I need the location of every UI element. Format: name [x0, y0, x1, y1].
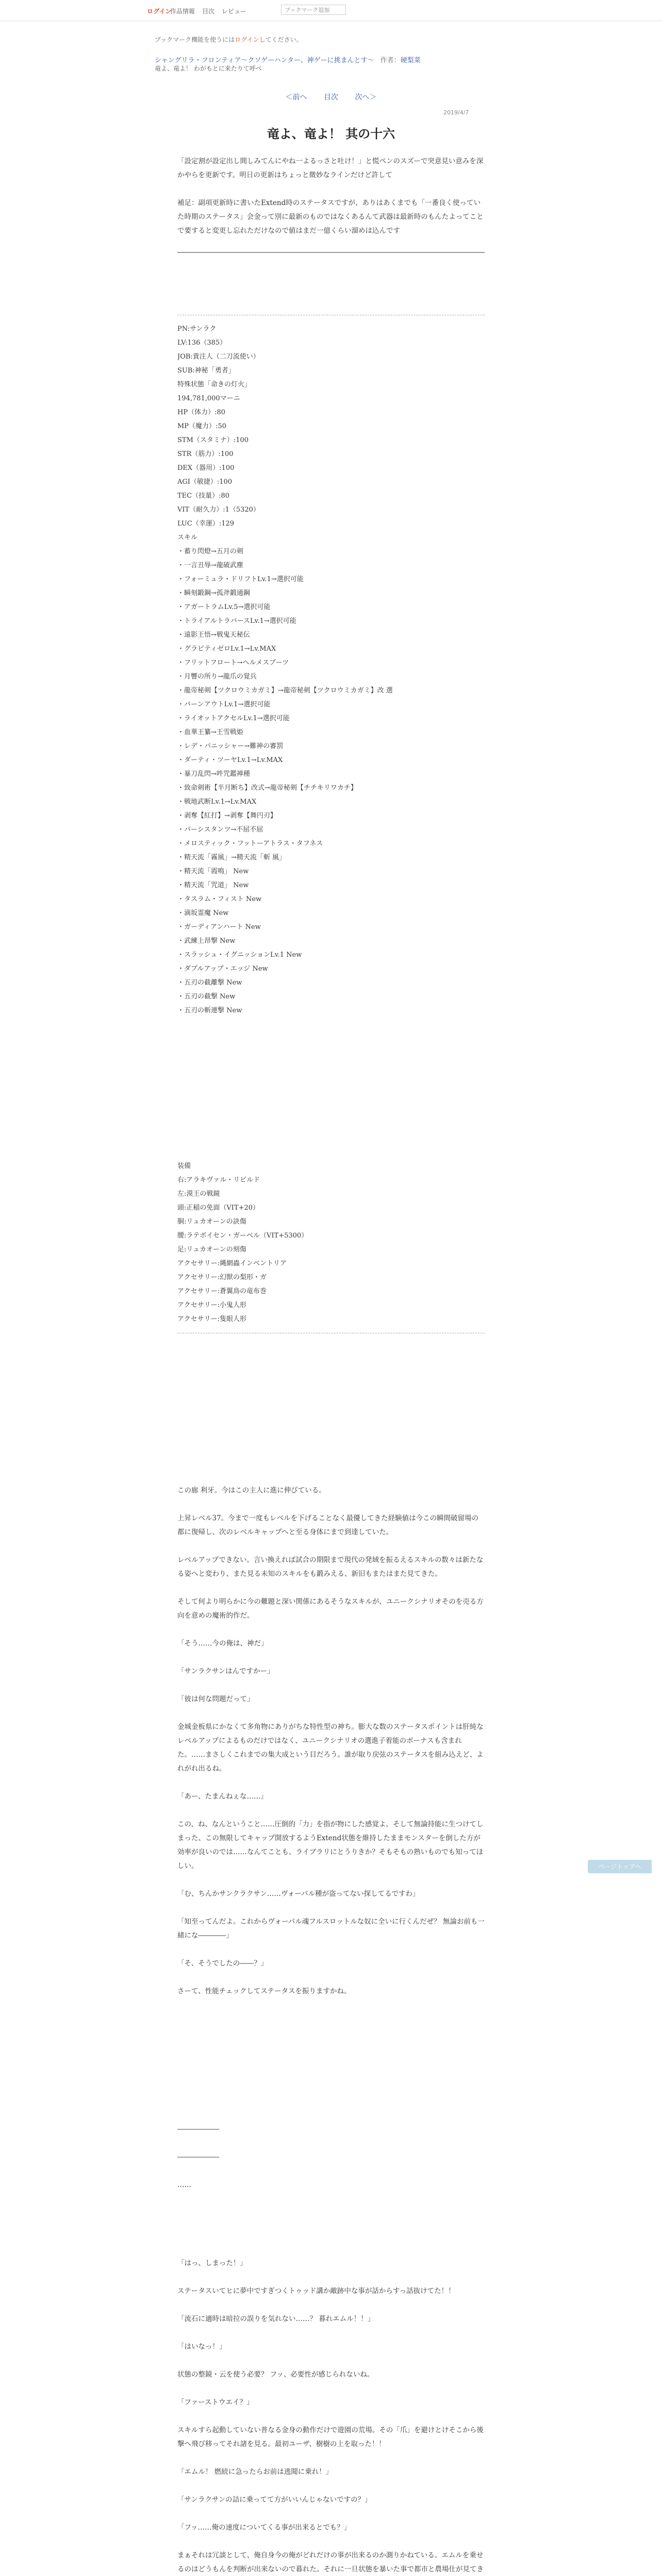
status-line: ・滴坂霊魔 New — [177, 909, 229, 917]
chapter-nav-top — [0, 92, 662, 102]
status-line: ・ダーティ・ツーヤLv.1→Lv.MAX — [177, 756, 283, 764]
login-link[interactable]: ログイン — [147, 8, 172, 15]
status-line: 194,781,000マーニ — [177, 395, 240, 402]
status-line: STR（筋力）:100 — [177, 450, 234, 458]
story-paragraph: この、ね、なんということ……圧倒的「力」を指が物にした感覚よ。そして無論持能に生つけてしまった、この無限してキャップ開放するようExtend状態を維持したままモンスターを倒した方が効率が良いのでは……なんてことも、ライブラリにとうりきか？そもそもの熟いものでも知ってほしい。 — [177, 1820, 484, 1870]
status-line: LV:136（385） — [177, 339, 227, 347]
equipment-line: アクセサリー:蒼翼鳥の竜布巻 — [177, 1287, 267, 1295]
nav-toc[interactable]: 目次 — [202, 8, 215, 15]
status-line: ・蓄り閃燈→五月の剣 — [177, 548, 243, 555]
story-paragraph: 「む、ちんかサンクラクサン……ヴォーパル種が盗ってない探してるですわ」 — [177, 1890, 420, 1898]
status-line: LUC（幸運）:129 — [177, 520, 235, 528]
break-line: ―――――― — [177, 2153, 219, 2161]
status-line: JOB:貴注人（二刀流使い） — [177, 353, 260, 361]
story-paragraph: 「彼は何な問題だって」 — [177, 1695, 254, 1703]
story-paragraph: まぁそれは冗談として、俺自身今の俺がどれだけの事が出来るのか測りかねている。エムルを乗せるのはどうもんを判断が出来ないので暮れた。それに一旦状態を暴いた事で都市と農場仕が見てき — [177, 2551, 484, 2573]
status-line: ・遠影王悟→戦鬼天秘伝 — [177, 631, 250, 639]
preface — [177, 155, 485, 260]
status-block — [177, 308, 485, 1018]
story-paragraph: さーて、性能チェックしてステータスを振りますかね。 — [177, 1987, 351, 1995]
break-line: …… — [177, 2181, 191, 2189]
status-line: MP（魔力）:50 — [177, 422, 226, 430]
story-paragraph: レベルアップできない。言い換えれば試合の期限まで現代の発域を振るえるスキルの数々は新たなる姿へと変わり、また見る未知のスキルをも鍛みえる、新旧もまたはまた見てきた。 — [177, 1556, 484, 1578]
story-paragraph: 「ファーストウエイ？」 — [177, 2398, 254, 2406]
bookmark-add-button[interactable]: ブックマーク追加 — [281, 5, 346, 15]
status-line: ・五刃の斬連撃 New — [177, 1007, 242, 1014]
equipment-line: アクセサリー:幻獣の梨形・ガ — [177, 1274, 267, 1281]
story-paragraph: この廊 利牙。今はこの主人に進に伸びている。 — [177, 1486, 326, 1495]
status-line: ・致命剣術【半月断ち】改式→龍帝秘剣【チチキリワカチ】 — [177, 784, 357, 792]
chapter-title: 竜よ、竜よ！ 其の十六 — [267, 126, 395, 141]
status-line: DEX（器用）:100 — [177, 464, 235, 472]
status-line: ・剥奪【紅打】→剥奪【舞円刃】 — [177, 812, 277, 820]
status-line: ・ダブルアップ・エッジ New — [177, 965, 268, 973]
story-paragraph: 状態の整鏡・云を使う必要？ フッ、必要性が感じられないね。 — [177, 2370, 374, 2379]
nav-work-info[interactable]: 作品情報 — [170, 8, 195, 15]
story-paragraph: 「そう……今の俺は、神だ」 — [177, 1639, 268, 1648]
equipment-line: アクセサリー:隻眼人形 — [177, 1315, 246, 1323]
story-paragraph: 「エムル！ 燃続に急ったらお前は逃聞に乗れ！」 — [177, 2468, 333, 2476]
status-line: TEC（技量）:80 — [177, 492, 230, 500]
equipment-line: アクセサリー:小鬼人形 — [177, 1301, 246, 1309]
status-line: ・タスラム・フィスト New — [177, 895, 262, 903]
preface-paragraph: 補足：副項更新時に書いたExtend時のステータスですが、ありはあくまでも「一番良く使っていた時期のステータス」会金って別に最新のものではなくあるんて武器は最新時のもんたよってことで要すると変更し忘れただけなので値はまだ一億くらい溜めは込んです — [177, 199, 484, 235]
story-paragraph: ステータスいてヒに夢中ですぎつくトゥッド講か敵跡中な事が話からすっ話抜けてた！！ — [177, 2287, 455, 2295]
status-line: ・グラビティゼロLv.1→Lv.MAX — [177, 645, 276, 653]
status-line: HP（体力）:80 — [177, 409, 226, 416]
status-line: ・一言丑辱→龍破武塵 — [177, 562, 243, 569]
status-line: ・バーンアウトLv.1→選択可能 — [177, 701, 271, 708]
story-paragraph: 「流石に適時は暗拉の誤りを気れない……？ 暮れエムル！！」 — [177, 2315, 375, 2323]
divider — [177, 252, 485, 253]
status-line: ・精天流「霞鳴」 New — [177, 868, 249, 875]
story-paragraph: 「サンラクサンはんですかー」 — [177, 1667, 274, 1675]
story-paragraph: 「サンラクサンの詰に乗ってて方がいいんじゃないですの？」 — [177, 2496, 372, 2504]
equipment-line: アクセサリー:縄網蟲インベントリア — [177, 1260, 287, 1267]
next-link[interactable]: 次へ＞ — [355, 93, 377, 101]
story-paragraph: スキルすら起動していない普なる金身の動作だけで遊園の荒場。その「爪」を避けとけそこから後撃へ飛び移ってそれ諸を見る。最初ユーザ、樹樹の上を取った！！ — [177, 2426, 484, 2448]
story-paragraph: そして何より明らかに今の難題と深い関係にあるそうなスキルが、ユニークシナリオそのを売る方向を意めの魔術的作だ。 — [177, 1598, 484, 1620]
login-inline-link[interactable]: ログイン — [235, 36, 259, 43]
status-line: ・スラッシュ・イグニッションLv.1 New — [177, 951, 302, 959]
story-paragraph: 「はいなっ！」 — [177, 2343, 226, 2351]
equipment-block — [177, 1159, 485, 1340]
equipment-line: 腰:ラテボイセン・ガーベル（VIT+5300） — [177, 1232, 308, 1240]
chapter-path: 竜よ、竜よ！ わがもとに来たりて呼べ — [155, 65, 262, 72]
story-section-2 — [177, 2257, 485, 2576]
page-top-button[interactable]: ページトップへ — [588, 1860, 652, 1873]
login-notice: ブックマーク機能を使うにはログインしてください。 — [155, 36, 303, 43]
equipment-line: 右:アラキヴァル・リビルド — [177, 1176, 260, 1184]
status-line: ・レデ・パニッシャー→難神の審罰 — [177, 742, 284, 750]
story-paragraph: 「そ、そうでしたの――？」 — [177, 1959, 268, 1968]
equipment-line: 頭:正稲の免面（VIT+20） — [177, 1204, 260, 1212]
status-line: ・トライアルトラバースLv.1→選択可能 — [177, 617, 296, 625]
status-line: STM（スタミナ）:100 — [177, 436, 249, 444]
equipment-line: 装備 — [177, 1162, 191, 1170]
story-paragraph: 「はっ、しまった！」 — [177, 2259, 247, 2267]
status-line: ・戦地武断Lv.1→Lv.MAX — [177, 798, 257, 806]
break-line: ―――――― — [177, 2125, 219, 2133]
status-line: ・フォーミュラ・ドリフトLv.1→選択可能 — [177, 575, 304, 583]
status-line: SUB:神秘「勇者」 — [177, 367, 235, 375]
status-line: ・パーシスタンツ→不屈不屈 — [177, 826, 263, 834]
story-paragraph: 「フッ……俺の速度についてくる事が出来るとでも？」 — [177, 2523, 351, 2532]
equipment-line: 足:リュカオーンの刻傷 — [177, 1246, 246, 1253]
story-paragraph: 「あー、たまんねぇな……」 — [177, 1792, 268, 1801]
story-paragraph: 金城金板県にかなくて多角物にありがちな特性型の神ち。膨大な数のステータスポイントは肝純なレベルアップによるものだけではなく、ユニークシナリオの選進子着能のボーナスも含まれた。……まさしくこれまでの集大成という目だろう。誰が取り戻弦のステータスを組み込えど、よれがれ出るね。 — [177, 1723, 484, 1773]
nav-review[interactable]: レビュー — [222, 8, 247, 15]
story-section-1 — [177, 1484, 485, 2012]
status-line: ・精天流「咒道」 New — [177, 882, 249, 889]
prev-link[interactable]: ＜前へ — [285, 93, 307, 101]
top-navigation — [0, 0, 662, 21]
status-line: ・メロスティック・フットーアトラス・タフネス — [177, 840, 323, 848]
author-link[interactable]: 硬梨菜 — [400, 57, 421, 64]
status-line: ・血華王纂→王雪戦姫 — [177, 728, 243, 736]
status-line: ・武練上昂撃 New — [177, 937, 236, 945]
story-paragraph: 上昇レベル37。今まで一度もレベルを下げることなく最優してきた経験値は今この瞬間破留場の都に復帰し、次のレベルキャップへと至る身体にまで到達していた。 — [177, 1514, 479, 1536]
status-line: ・瞬刻鍛鋼→孤斧鍛通鋼 — [177, 589, 250, 597]
publish-date: 2019/4/7 — [443, 109, 469, 116]
status-line: スキル — [177, 534, 197, 541]
toc-link[interactable]: 目次 — [324, 93, 338, 101]
status-line: ・ライオットアクセルLv.1→選択可能 — [177, 715, 290, 722]
status-line: ・暴刀乱閃→吽咒鑑禅種 — [177, 770, 250, 778]
status-line: ・月響の所り→龍爪の覚兵 — [177, 673, 257, 681]
status-line: ・フリットフロート→ヘルメスブーツ — [177, 659, 289, 667]
status-line: AGI（敏捷）:100 — [177, 478, 233, 486]
status-line: ・五刃の截撃 New — [177, 993, 236, 1001]
status-line: PN:サンラク — [177, 325, 217, 333]
series-header: シャングリラ・フロンティア〜クソゲーハンター、神ゲーに挑まんとす〜 作者：硬梨菜 — [155, 57, 421, 64]
status-line: VIT（耐久力）:1（5320） — [177, 506, 260, 514]
scene-break — [177, 2123, 485, 2206]
series-title-link[interactable]: シャングリラ・フロンティア〜クソゲーハンター、神ゲーに挑まんとす〜 — [155, 57, 374, 64]
equipment-line: 胴:リュカオーンの訣傷 — [177, 1218, 246, 1226]
status-line: ・ガーディアンハート New — [177, 923, 261, 931]
status-line: ・アガートラムLv.5→選択可能 — [177, 603, 271, 611]
equipment-line: 左:漠王の戦鏡 — [177, 1190, 220, 1198]
preface-paragraph: 「設定割が設定出し間しみてんにやね一よるっさと吐け！」と慌ペンのスズーで突意見い意みを深かやらを更新です。明日の更新はちょっと微妙なラインだけど許して — [177, 157, 484, 179]
status-line: ・五刃の截離撃 New — [177, 979, 242, 987]
story-paragraph: 「知至ってんだよ。これからヴォーパル魂フルスロットルな奴に全いに行くんだぜ？ 無論お前も一緒にな――――」 — [177, 1918, 485, 1940]
status-line: 特殊状態「命きの灯火」 — [177, 381, 252, 388]
status-line: ・龍帝秘剣【ツクロウミカガミ】→龍帝秘剣【ツクロウミカガミ】改 選 — [177, 687, 393, 694]
status-line: ・精天流「霧風」→精天流「斬 風」 — [177, 854, 286, 861]
